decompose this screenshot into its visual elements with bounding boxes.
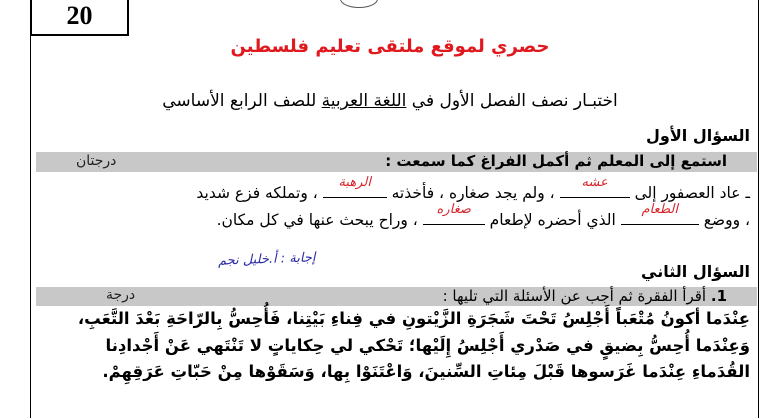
question1-marks: درجتان — [76, 153, 117, 169]
question2-number: 1. — [710, 287, 727, 305]
palestine-emblem-icon — [240, 0, 390, 10]
question1-line2 — [216, 202, 750, 229]
handwritten-answer-1: عشه — [581, 175, 608, 190]
exam-title-before: اختبـار نصف الفصل الأول في — [406, 91, 618, 111]
question1-instruction-bar — [36, 152, 757, 172]
blank-4[interactable] — [423, 202, 485, 225]
paragraph-line-2: وَعِنْدَما أُحِسُّ بِضيقٍ في صَدْري أَجْلِسُ إِلَيْها؛ تَحْكي لي حِكاياتٍ لا تَنْتَهي عَنْ أَجْدادِنا — [105, 336, 750, 355]
line1-part-c: ، وتملكه فزع شديد — [196, 184, 318, 202]
line2-part-c: ، وراح يبحث عنها في كل مكان. — [216, 211, 418, 229]
score-box — [30, 0, 129, 36]
blank-2[interactable] — [323, 175, 387, 198]
line2-part-b: الذي أحضره لإطعام — [489, 211, 616, 229]
handwritten-answer-3: الطعام — [641, 202, 679, 217]
site-title: حصري لموقع ملتقى تعليم فلسطين — [230, 36, 550, 57]
question1-heading: السؤال الأول — [646, 126, 750, 145]
paragraph-line-3: القُدَماءِ عِنْدَما غَرَسوها قَبْلَ مِئاتِ السِّنينَ، وَاعْتَنَوْا بِها، وَسَقَوْها مِنْ حَبّاتِ عَرَقِهِمْ. — [102, 362, 750, 381]
question2-instruction-bar — [36, 287, 757, 306]
exam-title-subject: اللغة العربية — [321, 91, 407, 111]
question1-line1 — [196, 175, 750, 202]
question2-marks: درجة — [106, 287, 136, 303]
question1-instruction: استمع إلى المعلم ثم أكمل الفراغ كما سمعت : — [385, 152, 727, 170]
question2-heading: السؤال الثاني — [641, 262, 750, 281]
line1-part-a: ـ عاد العصفور إلى — [634, 184, 750, 202]
exam-title — [100, 91, 680, 111]
line1-part-b: ، ولم يجد صغاره ، فأخذته — [391, 184, 555, 202]
exam-title-after: للصف الرابع الأساسي — [162, 91, 322, 111]
answer-by-note: إجابة : أ.خليل نجم — [217, 250, 316, 269]
handwritten-answer-4: صغاره — [436, 202, 471, 217]
blank-3[interactable] — [621, 202, 699, 225]
score-value: 20 — [66, 1, 93, 30]
line2-part-a: ، ووضع — [703, 211, 750, 229]
question2-instruction-wrap — [443, 287, 727, 305]
handwritten-answer-2: الرهبة — [338, 175, 371, 190]
paragraph-line-1: عِنْدَما أكونُ مُتْعَباً أَجْلِسُ تَحْتَ شَجَرَةِ الزَّيْتونِ في فِناءِ بَيْتِنا، فَأُحِسُّ بِالرّاحَةِ بَعْدَ التَّعَبِ، — [77, 309, 750, 328]
blank-1[interactable] — [560, 175, 630, 198]
question2-instruction: أقرأ الفقرة ثم أجب عن الأسئلة التي تليها : — [442, 287, 707, 305]
